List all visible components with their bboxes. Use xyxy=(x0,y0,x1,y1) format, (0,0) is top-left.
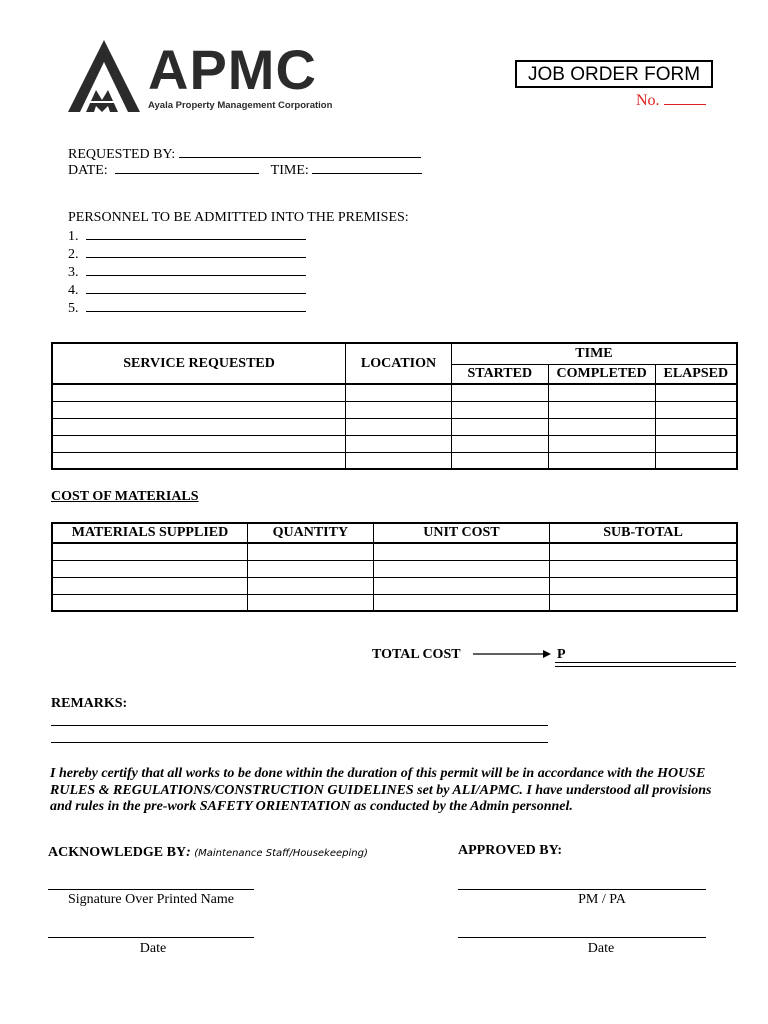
table-cell[interactable] xyxy=(373,543,549,560)
quantity-header: QUANTITY xyxy=(247,523,373,543)
table-cell[interactable] xyxy=(655,401,737,418)
table-row xyxy=(52,435,737,452)
personnel-field[interactable] xyxy=(86,281,306,294)
time-label: TIME: xyxy=(270,163,309,178)
table-cell[interactable] xyxy=(550,577,737,594)
table-cell[interactable] xyxy=(52,577,247,594)
table-cell[interactable] xyxy=(548,401,655,418)
table-cell[interactable] xyxy=(52,560,247,577)
table-cell[interactable] xyxy=(346,418,452,435)
table-cell[interactable] xyxy=(655,435,737,452)
table-cell[interactable] xyxy=(655,418,737,435)
total-cost-label: TOTAL COST xyxy=(372,647,461,662)
right-date-caption: Date xyxy=(587,941,615,956)
date-label: DATE: xyxy=(68,163,108,178)
table-cell[interactable] xyxy=(52,384,346,401)
personnel-field[interactable] xyxy=(86,263,306,276)
total-cost-field[interactable] xyxy=(555,662,736,667)
form-number xyxy=(636,92,706,110)
table-row xyxy=(52,418,737,435)
location-header: LOCATION xyxy=(346,343,452,384)
table-row xyxy=(52,543,737,560)
table-row xyxy=(52,594,737,611)
table-cell[interactable] xyxy=(247,594,373,611)
table-cell[interactable] xyxy=(373,560,549,577)
remarks-label: REMARKS: xyxy=(51,696,128,711)
table-row xyxy=(52,401,737,418)
left-date-caption: Date xyxy=(139,941,167,956)
certification-text: I hereby certify that all works to be done within the duration of this permit will be in accordance with the HOUSE RULES & REGULATIONS/CONSTRUCTION GUIDELINES set by ALI/APMC. I have understood all provisions and rules in the pre-work SAFETY ORIENTATION as conducted by the Admin personnel. xyxy=(50,766,712,814)
table-cell[interactable] xyxy=(451,418,548,435)
table-cell[interactable] xyxy=(451,384,548,401)
acknowledge-date-line[interactable] xyxy=(48,937,254,938)
table-row xyxy=(52,452,737,469)
form-title: JOB ORDER FORM xyxy=(515,60,713,88)
elapsed-header: ELAPSED xyxy=(655,364,737,384)
table-cell[interactable] xyxy=(52,594,247,611)
cost-of-materials-heading: COST OF MATERIALS xyxy=(51,489,199,504)
acknowledge-note: (Maintenance Staff/Housekeeping) xyxy=(194,848,368,859)
materials-supplied-header: MATERIALS SUPPLIED xyxy=(52,523,247,543)
remarks-line[interactable] xyxy=(51,742,548,743)
signature-caption: Signature Over Printed Name xyxy=(67,892,234,907)
approved-by-label: APPROVED BY: xyxy=(458,843,563,858)
table-cell[interactable] xyxy=(550,560,737,577)
table-cell[interactable] xyxy=(548,384,655,401)
requested-by-field[interactable] xyxy=(179,145,421,158)
personnel-item: 4. xyxy=(68,281,306,299)
materials-table xyxy=(51,522,738,612)
table-cell[interactable] xyxy=(346,384,452,401)
table-cell[interactable] xyxy=(247,543,373,560)
personnel-list xyxy=(68,227,306,317)
unit-cost-header: UNIT COST xyxy=(373,523,549,543)
pm-pa-caption: PM / PA xyxy=(578,892,626,907)
total-cost-currency: P xyxy=(557,647,566,662)
table-cell[interactable] xyxy=(373,594,549,611)
personnel-item: 3. xyxy=(68,263,306,281)
personnel-item: 1. xyxy=(68,227,306,245)
logo-wordmark: APMC xyxy=(148,38,317,101)
started-header: STARTED xyxy=(451,364,548,384)
completed-header: COMPLETED xyxy=(548,364,655,384)
table-cell[interactable] xyxy=(346,401,452,418)
table-cell[interactable] xyxy=(548,418,655,435)
date-field[interactable] xyxy=(115,161,259,174)
requested-by-label: REQUESTED BY: xyxy=(68,147,176,162)
table-cell[interactable] xyxy=(548,452,655,469)
personnel-field[interactable] xyxy=(86,227,306,240)
apmc-logo xyxy=(66,38,336,118)
personnel-item: 2. xyxy=(68,245,306,263)
table-cell[interactable] xyxy=(451,401,548,418)
date-time-row xyxy=(68,161,422,179)
form-number-label: No. xyxy=(636,92,660,109)
acknowledge-by: ACKNOWLEDGE BY: (Maintenance Staff/Housekeeping) xyxy=(48,845,368,860)
table-cell[interactable] xyxy=(52,401,346,418)
acknowledge-signature-line[interactable] xyxy=(48,889,254,890)
service-requested-header: SERVICE REQUESTED xyxy=(52,343,346,384)
personnel-heading: PERSONNEL TO BE ADMITTED INTO THE PREMISES: xyxy=(68,210,409,225)
table-cell[interactable] xyxy=(247,560,373,577)
table-row xyxy=(52,384,737,401)
table-row xyxy=(52,577,737,594)
table-cell[interactable] xyxy=(346,452,452,469)
sub-total-header: SUB-TOTAL xyxy=(550,523,737,543)
table-cell[interactable] xyxy=(550,594,737,611)
table-row xyxy=(52,560,737,577)
table-cell[interactable] xyxy=(655,452,737,469)
logo-subtitle: Ayala Property Management Corporation xyxy=(148,100,333,111)
table-cell[interactable] xyxy=(550,543,737,560)
personnel-item: 5. xyxy=(68,299,306,317)
table-cell[interactable] xyxy=(52,543,247,560)
remarks-line[interactable] xyxy=(51,725,548,726)
approved-date-line[interactable] xyxy=(458,937,706,938)
table-cell[interactable] xyxy=(247,577,373,594)
approved-signature-line[interactable] xyxy=(458,889,706,890)
acknowledge-label: ACKNOWLEDGE BY xyxy=(48,845,187,860)
time-field[interactable] xyxy=(312,161,422,174)
arrow-right-icon xyxy=(473,648,553,660)
service-table xyxy=(51,342,738,470)
form-number-field[interactable] xyxy=(664,92,706,105)
personnel-field[interactable] xyxy=(86,299,306,312)
table-cell[interactable] xyxy=(451,452,548,469)
table-cell[interactable] xyxy=(52,452,346,469)
table-cell[interactable] xyxy=(346,435,452,452)
logo-mountain-icon xyxy=(66,38,148,114)
time-header: TIME xyxy=(451,343,737,364)
table-cell[interactable] xyxy=(451,435,548,452)
table-cell[interactable] xyxy=(548,435,655,452)
table-cell[interactable] xyxy=(373,577,549,594)
table-cell[interactable] xyxy=(52,418,346,435)
table-cell[interactable] xyxy=(655,384,737,401)
table-cell[interactable] xyxy=(52,435,346,452)
personnel-field[interactable] xyxy=(86,245,306,258)
